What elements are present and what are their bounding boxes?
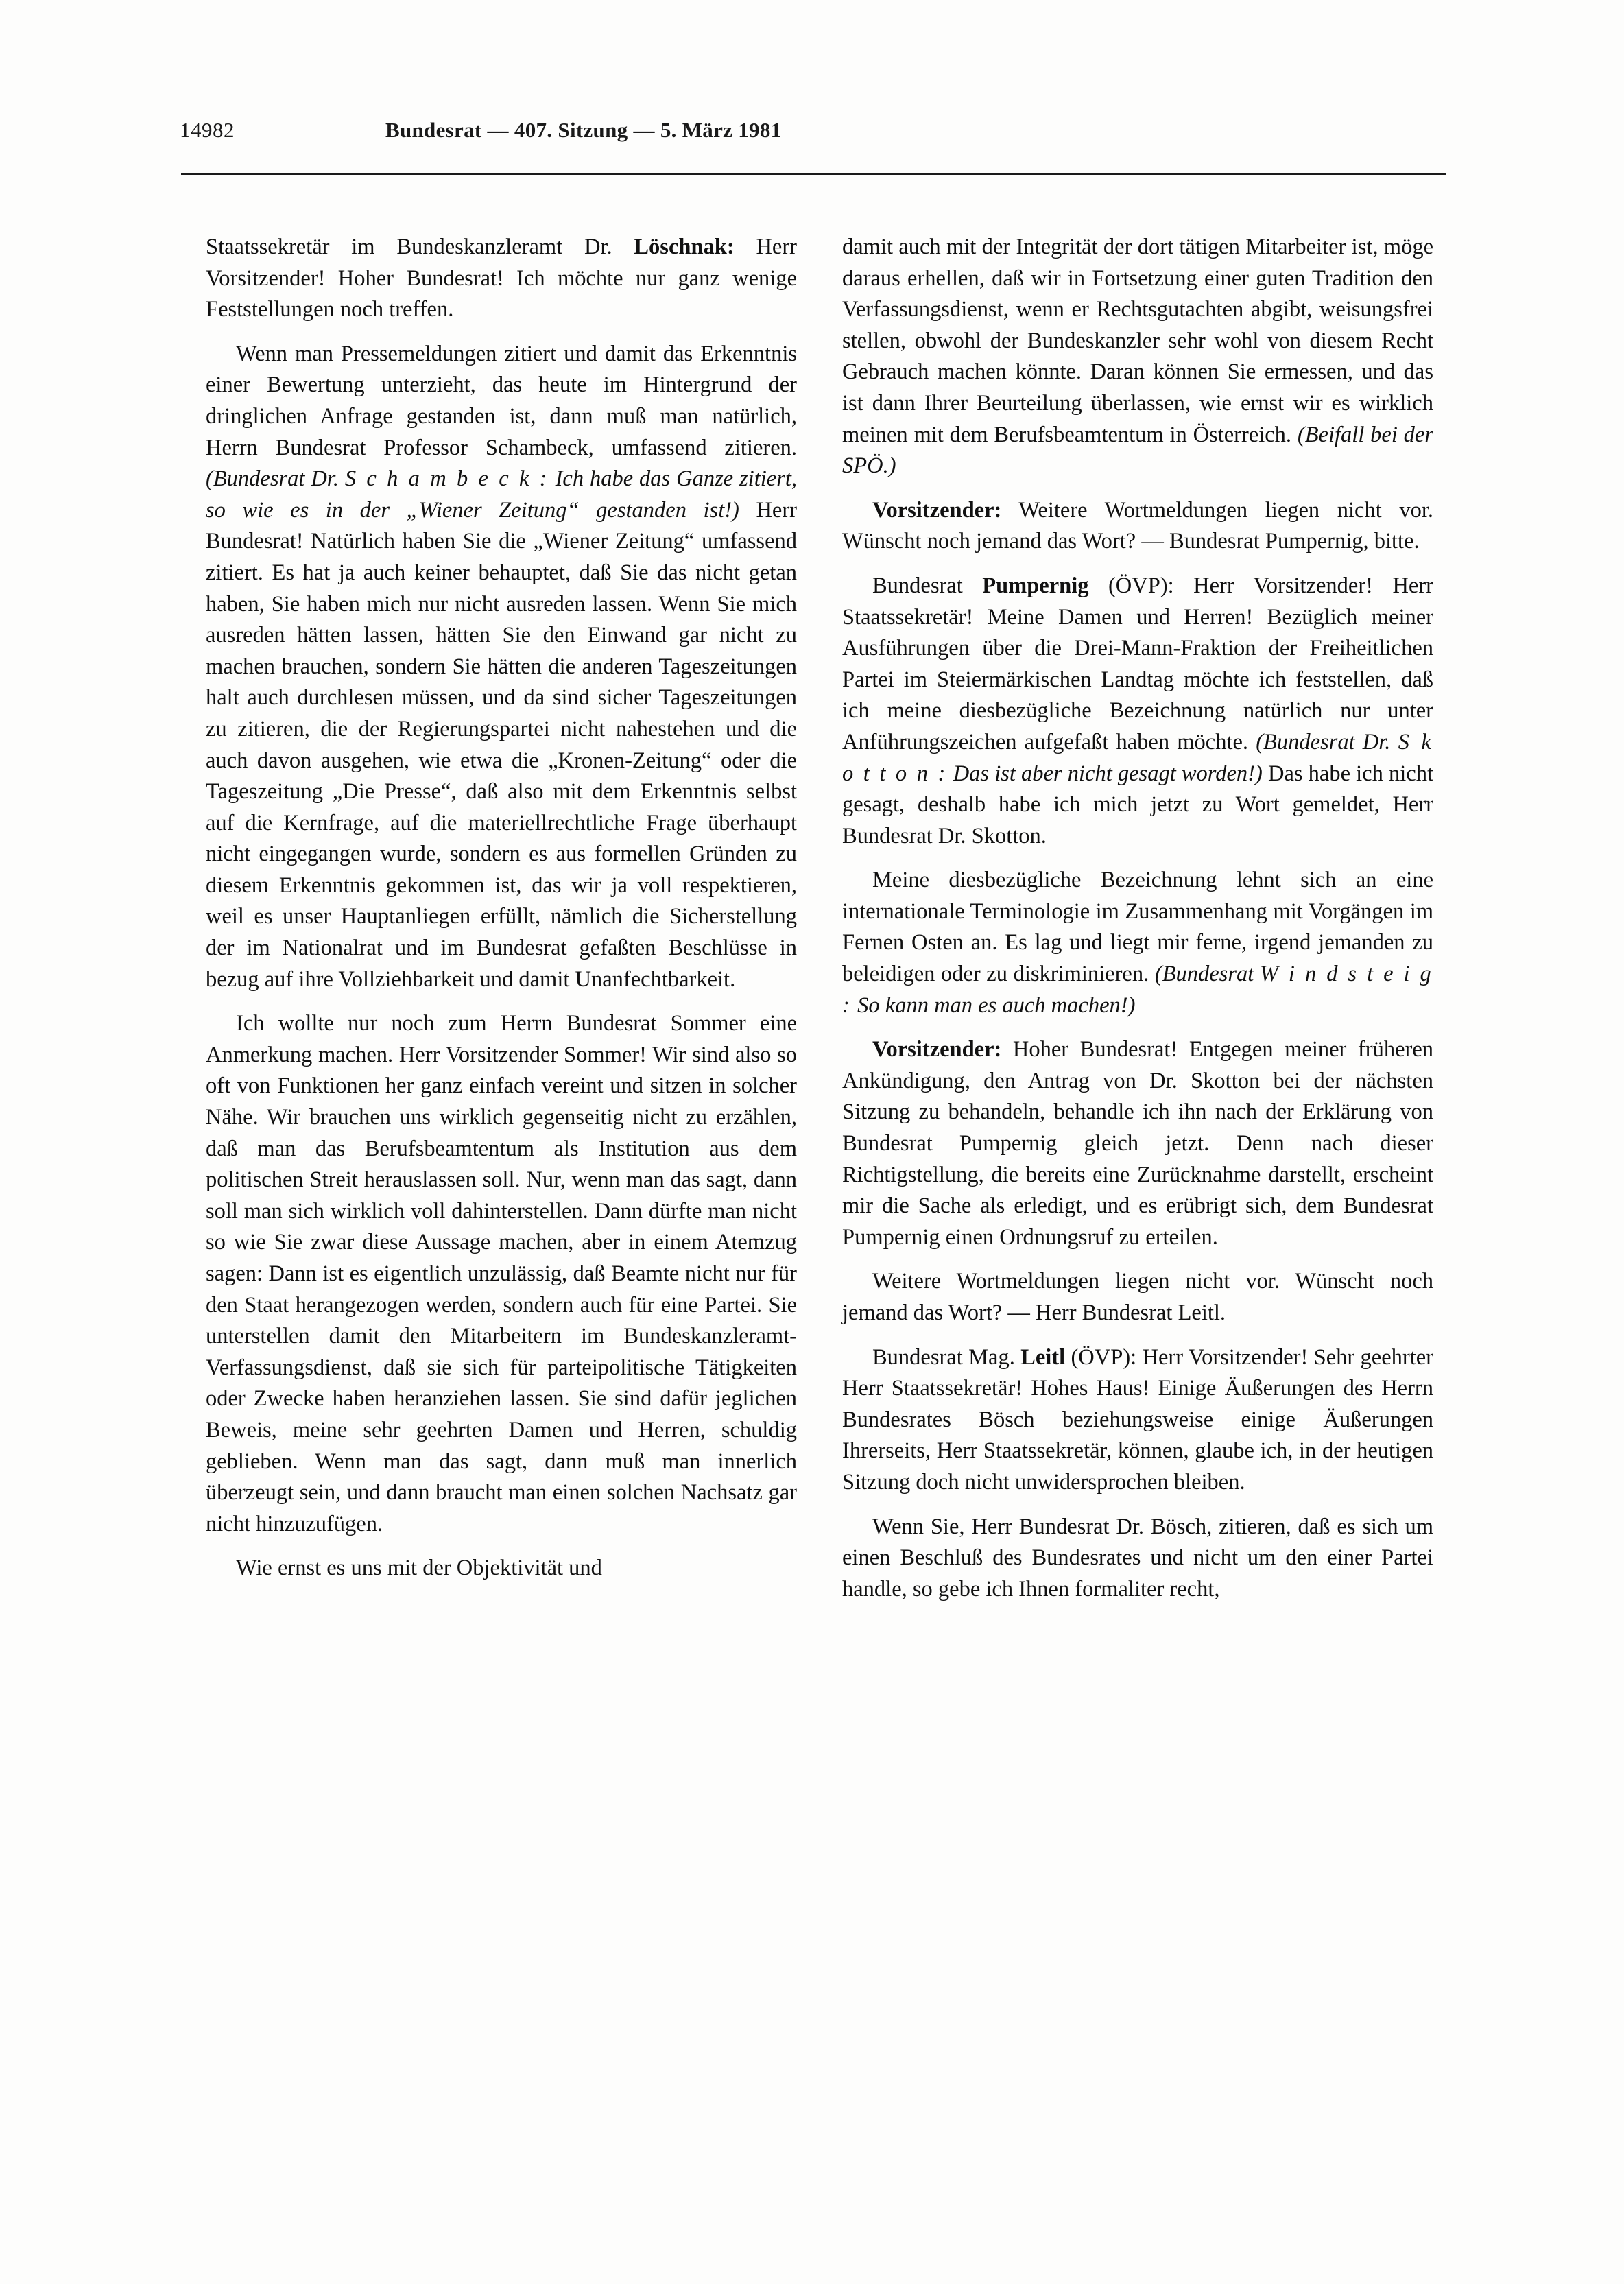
body-text: Herr Bundesrat! Natürlich haben Sie die „Wiener Zeitung“ umfassend zitiert. Es hat ja auch keiner behauptet, daß Sie das nicht getan haben, Sie haben mich nur nicht ausreden lassen. Wenn Sie mich ausreden hätten lassen, hätten Sie den Einwand gar nicht zu machen brauchen, sondern Sie hätten die anderen Tageszeitungen halt auch durchlesen müssen, und da sind sicher Tageszeitungen zu zitieren, die der Regierungspartei nicht nahestehen und die auch davon ausgehen, wie etwa die „Kronen-Zeitung“ oder die Tageszeitung „Die Presse“, daß also mit dem Erkenntnis selbst auf die Kernfrage, auf die materiellrechtliche Frage überhaupt nicht eingegangen wurde, sondern es aus formellen Gründen zu diesem Erkenntnis gekommen ist, das wir ja voll respektieren, weil es unser Hauptanliegen erfüllt, nämlich die Sicherstellung der im Nationalrat und im Bundesrat gefaßten Beschlüsse in bezug auf ihre Vollziehbarkeit und damit Unanfechtbarkeit.	[206, 497, 797, 992]
interjection-speaker: S c h a m b e c k :	[344, 466, 549, 492]
running-head: Bundesrat — 407. Sitzung — 5. März 1981	[385, 118, 782, 142]
paragraph	[842, 1034, 1433, 1253]
body-text: Ich wollte nur noch zum Herrn Bundesrat Sommer eine Anmerkung machen. Herr Vorsitzender Sommer! Wir sind also so oft von Funktionen her ganz einfach vereint und sitzen in solcher Nähe. Wir brauchen uns wirklich gegenseitig nicht zu erzählen, daß man das Berufsbeamtentum als Institution aus dem politischen Streit herauslassen soll. Nur, wenn man das sagt, dann soll man sich wirklich voll dahinterstellen. Dann dürfte man nicht so wie Sie zwar diese Aussage machen, aber in einem Atemzug sagen: Dann ist es eigentlich unzulässig, daß Beamte nicht nur für den Staat herangezogen werden, sondern auch für eine Partei. Sie unterstellen damit den Mitarbeitern im Bundeskanzleramt-Verfassungsdienst, daß sie sich für parteipolitische Tätigkeiten oder Zwecke haben heranziehen lassen. Sie sind dafür jeglichen Beweis, meine sehr geehrten Damen und Herren, schuldig geblieben. Wenn man das sagt, dann muß man innerlich überzeugt sein, und dann braucht man einen solchen Nachsatz gar nicht hinzuzufügen.	[206, 1011, 797, 1536]
body-text: Bundesrat	[872, 573, 983, 598]
body-text: Weitere Wortmeldungen liegen nicht vor. Wünscht noch jemand das Wort? — Herr Bundesrat Leitl.	[842, 1269, 1433, 1325]
page-header	[180, 118, 1453, 159]
interjection-text: (Bundesrat Dr.	[1256, 729, 1398, 754]
speaker-name: Pumpernig	[982, 573, 1089, 598]
body-text: Weitere Wortmeldungen liegen nicht vor. Wünscht noch jemand das Wort? — Bundesrat Pumpernig, bitte.	[842, 497, 1433, 554]
column-left	[206, 232, 797, 1605]
body-text: Wie ernst es uns mit der Objektivität und	[236, 1556, 602, 1581]
speaker-name: Vorsitzender:	[872, 1037, 1002, 1062]
paragraph	[206, 339, 797, 995]
interjection-text: Das ist aber nicht gesagt worden!)	[947, 761, 1263, 786]
paragraph	[206, 232, 797, 326]
body-text: damit auch mit der Integrität der dort tätigen Mitarbeiter ist, möge daraus erhellen, daß wir in Fortsetzung einer guten Tradition den Verfassungsdienst, wenn er Rechtsgutachten abgibt, weisungsfrei stellen, obwohl der Bundeskanzler sehr wohl von diesem Recht Gebrauch machen könnte. Daran können Sie ermessen, und das ist dann Ihrer Beurteilung überlassen, wie ernst wir es wirklich meinen mit dem Berufsbeamtentum in Österreich.	[842, 235, 1433, 447]
paragraph	[206, 1553, 797, 1584]
body-text: (ÖVP): Herr Vorsitzender! Sehr geehrter Herr Staatssekretär! Hohes Haus! Einige Äußerungen des Herrn Bundesrates Bösch beziehungsweise einige Äußerungen Ihrerseits, Herr Staatssekretär, können, glaube ich, in der heutigen Sitzung doch nicht unwidersprochen bleiben.	[842, 1344, 1433, 1495]
interjection-text: (Bundesrat	[1154, 962, 1260, 987]
page-number: 14982	[180, 118, 235, 142]
interjection-text: (Bundesrat Dr.	[206, 466, 345, 492]
speaker-name: Löschnak:	[634, 235, 735, 259]
interjection-speaker: S k o t t o n :	[842, 729, 1433, 786]
paragraph	[842, 1342, 1433, 1499]
body-text: Hoher Bundesrat! Entgegen meiner früheren Ankündigung, den Antrag von Dr. Skotton bei der nächsten Sitzung zu behandeln, behandle ich ihn nach der Erklärung von Bundesrat Pumpernig gleich jetzt. Denn nach dieser Richtigstellung, die bereits eine Zurücknahme darstellt, erscheint mir die Sache als erledigt, und es erübrigt sich, dem Bundesrat Pumpernig einen Ordnungsruf zu erteilen.	[842, 1037, 1433, 1250]
paragraph	[842, 571, 1433, 852]
paragraph	[842, 865, 1433, 1021]
body-text: Meine diesbezügliche Bezeichnung lehnt sich an eine internationale Terminologie im Zusammenhang mit Vorgängen im Fernen Osten an. Es lag und liegt mir ferne, irgend jemanden zu beleidigen oder zu diskriminieren.	[842, 868, 1433, 987]
header-rule	[181, 173, 1446, 175]
body-text: Wenn Sie, Herr Bundesrat Dr. Bösch, zitieren, daß es sich um einen Beschluß des Bundesrates und nicht um den einer Partei handle, so gebe ich Ihnen formaliter recht,	[842, 1514, 1433, 1602]
body-text: Das habe ich nicht gesagt, deshalb habe ich mich jetzt zu Wort gemeldet, Herr Bundesrat Dr. Skotton.	[842, 761, 1433, 848]
interjection-speaker: W i n d s t e i g :	[842, 962, 1433, 1018]
interjection-text: Ich habe das Ganze zitiert, so wie es in der „Wiener Zeitung“ gestanden ist!)	[206, 466, 797, 523]
body-text: Staatssekretär im Bundeskanzleramt Dr.	[206, 235, 634, 259]
paragraph	[206, 1008, 797, 1540]
speaker-name: Leitl	[1020, 1344, 1066, 1370]
body-text: (ÖVP): Herr Vorsitzender! Herr Staatssekretär! Meine Damen und Herren! Bezüglich meiner Ausführungen über die Drei-Mann-Fraktion der Freiheitlichen Partei im Steiermärkischen Landtag möchte ich feststellen, daß ich meine diesbezügliche Bezeichnung natürlich nur unter Anführungszeichen aufgefaßt haben möchte.	[842, 573, 1433, 754]
body-text: Bundesrat Mag.	[872, 1344, 1021, 1370]
column-right	[842, 232, 1433, 1605]
body-text: Herr Vorsitzender! Hoher Bundesrat! Ich möchte nur ganz wenige Feststellungen noch treffen.	[206, 235, 798, 322]
paragraph	[842, 1512, 1433, 1606]
paragraph	[842, 495, 1433, 558]
interjection-text: So kann man es auch machen!)	[852, 992, 1136, 1018]
paragraph	[842, 232, 1433, 482]
text-columns	[206, 232, 1433, 1605]
paragraph	[842, 1266, 1433, 1329]
body-text: Wenn man Pressemeldungen zitiert und damit das Erkenntnis einer Bewertung unterzieht, das heute im Hintergrund der dringlichen Anfrage gestanden ist, dann muß man natürlich, Herrn Bundesrat Professor Schambeck, umfassend zitieren.	[206, 341, 797, 460]
interjection-text: (Beifall bei der SPÖ.)	[842, 422, 1433, 479]
speaker-name: Vorsitzender:	[872, 497, 1002, 523]
